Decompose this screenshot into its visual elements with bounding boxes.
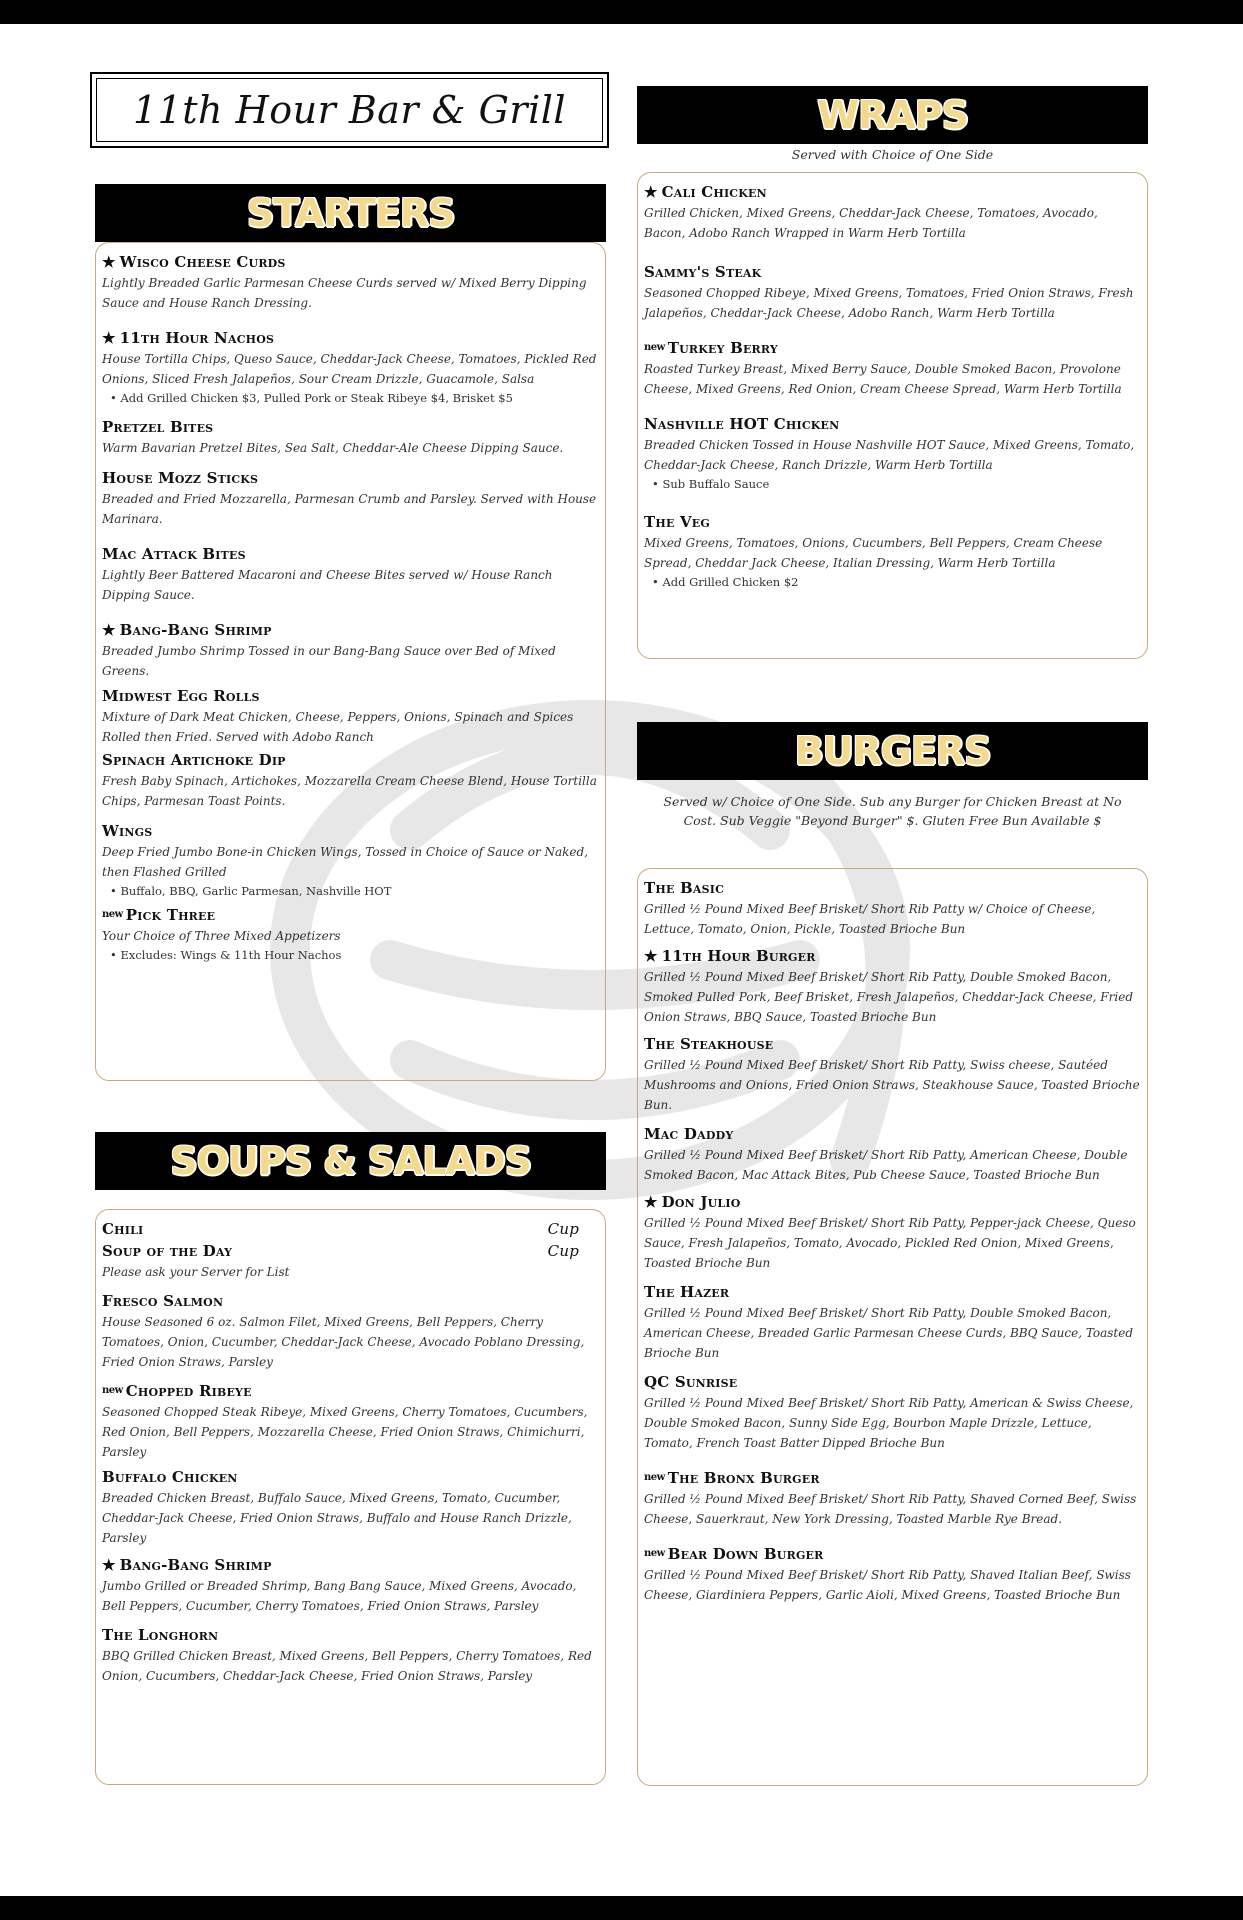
- menu-item-title: [644, 1033, 1141, 1055]
- menu-item-description: Breaded and Fried Mozzarella, Parmesan Crumb and Parsley. Served with House Marinara.: [102, 492, 597, 526]
- menu-item-name: Cali Chicken: [661, 183, 767, 201]
- menu-item-size: Cup: [547, 1242, 579, 1260]
- menu-item-name: Mac Daddy: [644, 1125, 734, 1143]
- menu-item-addon: • Add Grilled Chicken $3, Pulled Pork or Steak Ribeye $4, Brisket $5: [110, 391, 513, 405]
- menu-item-title: [102, 749, 599, 771]
- new-badge-icon: new: [644, 1472, 665, 1483]
- menu-item-description: Lightly Beer Battered Macaroni and Cheese Bites served w/ House Ranch Dipping Sauce.: [102, 568, 553, 602]
- soups-salads-panel: [95, 1209, 606, 1785]
- star-icon: ★: [644, 1193, 658, 1211]
- menu-item-description: Grilled Chicken, Mixed Greens, Cheddar-Jack Cheese, Tomatoes, Avocado, Bacon, Adobo Ranch Wrapped in Warm Herb Tortilla: [644, 206, 1098, 240]
- menu-item-title: [102, 327, 599, 349]
- menu-item-title: [102, 1554, 599, 1576]
- menu-item-name: Don Julio: [661, 1193, 741, 1211]
- burgers-note: Served w/ Choice of One Side. Sub any Burger for Chicken Breast at No Cost. Sub Veggie "Beyond Burger" $. Gluten Free Bun Available $: [663, 794, 1122, 828]
- menu-item-title: [644, 945, 1141, 967]
- starters-panel: [95, 242, 606, 1081]
- restaurant-name: 11th Hour Bar & Grill: [132, 88, 567, 132]
- soups-salads-list: [102, 1218, 599, 1686]
- menu-item-name: Wisco Cheese Curds: [119, 253, 286, 271]
- menu-item-description: Grilled ½ Pound Mixed Beef Brisket/ Short Rib Patty, Shaved Corned Beef, Swiss Cheese, Sauerkraut, New York Dressing, Toasted Marble Rye Bread.: [644, 1492, 1137, 1526]
- menu-item: [644, 1191, 1141, 1273]
- menu-item-title: [102, 904, 599, 926]
- menu-item-title: [102, 543, 599, 565]
- menu-item-name: The Longhorn: [102, 1626, 219, 1644]
- menu-item-title: [102, 1290, 599, 1312]
- menu-item-title: [102, 251, 599, 273]
- starters-banner: [95, 184, 606, 242]
- menu-item: [102, 1466, 599, 1548]
- menu-item: [102, 1290, 599, 1372]
- menu-item-size: Cup: [547, 1220, 579, 1238]
- menu-item-name: Bang-Bang Shrimp: [119, 621, 272, 639]
- menu-item-description: Deep Fried Jumbo Bone-in Chicken Wings, Tossed in Choice of Sauce or Naked, then Flashed Grilled: [102, 845, 589, 879]
- menu-item: [102, 904, 599, 964]
- menu-item: [102, 749, 599, 811]
- star-icon: ★: [102, 621, 116, 639]
- menu-item-description: Seasoned Chopped Ribeye, Mixed Greens, Tomatoes, Fried Onion Straws, Fresh Jalapeños, Cheddar-Jack Cheese, Adobo Ranch, Warm Herb Tortilla: [644, 286, 1134, 320]
- menu-item-title: [102, 467, 599, 489]
- menu-item-name: House Mozz Sticks: [102, 469, 259, 487]
- menu-item-title: [102, 1624, 599, 1646]
- menu-item-description: Grilled ½ Pound Mixed Beef Brisket/ Short Rib Patty, Pepper-jack Cheese, Queso Sauce, Fresh Jalapeños, Tomato, Avocado, Pickled Red Onion, Mixed Greens, Toasted Brioche Bun: [644, 1216, 1136, 1270]
- menu-item-name: Soup of the Day: [102, 1242, 233, 1260]
- soups-salads-banner: [95, 1132, 606, 1190]
- menu-item: [644, 1123, 1141, 1185]
- burgers-list: [644, 877, 1141, 1605]
- menu-item-name: Nashville HOT Chicken: [644, 415, 840, 433]
- menu-item-title: [102, 820, 599, 842]
- menu-item-title: [644, 337, 1141, 359]
- menu-item-description: Grilled ½ Pound Mixed Beef Brisket/ Short Rib Patty, American Cheese, Double Smoked Bacon, Mac Attack Bites, Pub Cheese Sauce, Toasted Brioche Bun: [644, 1148, 1128, 1182]
- menu-item-description: House Tortilla Chips, Queso Sauce, Cheddar-Jack Cheese, Tomatoes, Pickled Red Onions, Sliced Fresh Jalapeños, Sour Cream Drizzle, Guacamole, Salsa: [102, 352, 597, 386]
- menu-item-title: [102, 1380, 599, 1402]
- wraps-heading: WRAPS: [817, 93, 968, 137]
- menu-item-name: 11th Hour Burger: [661, 947, 816, 965]
- star-icon: ★: [102, 253, 116, 271]
- menu-item-addon: • Excludes: Wings & 11th Hour Nachos: [110, 948, 342, 962]
- menu-item-name: Buffalo Chicken: [102, 1468, 238, 1486]
- menu-item: [644, 413, 1141, 493]
- new-badge-icon: new: [644, 1548, 665, 1559]
- menu-item-title: [102, 1240, 599, 1262]
- menu-item-name: Turkey Berry: [667, 339, 778, 357]
- menu-item-description: Breaded Jumbo Shrimp Tossed in our Bang-Bang Sauce over Bed of Mixed Greens.: [102, 644, 556, 678]
- menu-item-name: QC Sunrise: [644, 1373, 738, 1391]
- menu-item-title: [644, 1281, 1141, 1303]
- soups-salads-heading: SOUPS & SALADS: [170, 1139, 531, 1183]
- menu-item-title: [644, 1467, 1141, 1489]
- menu-item-title: [102, 1218, 599, 1240]
- burgers-heading: BURGERS: [794, 729, 991, 773]
- menu-item-description: Breaded Chicken Breast, Buffalo Sauce, Mixed Greens, Tomato, Cucumber, Cheddar-Jack Cheese, Fried Onion Straws, Buffalo and House Ranch Drizzle, Parsley: [102, 1491, 572, 1545]
- menu-item: [644, 181, 1141, 243]
- menu-item: [644, 1033, 1141, 1115]
- menu-item-name: Wings: [102, 822, 153, 840]
- menu-item: [102, 467, 599, 529]
- menu-item-title: [644, 413, 1141, 435]
- menu-item-description: Please ask your Server for List: [102, 1265, 290, 1279]
- menu-item-title: [644, 261, 1141, 283]
- wraps-banner: [637, 86, 1148, 144]
- menu-item-description: Seasoned Chopped Steak Ribeye, Mixed Greens, Cherry Tomatoes, Cucumbers, Red Onion, Bell Peppers, Mozzarella Cheese, Fried Onion Straws, Chimichurri, Parsley: [102, 1405, 588, 1459]
- restaurant-title-box: [90, 72, 609, 148]
- menu-item-description: Roasted Turkey Breast, Mixed Berry Sauce, Double Smoked Bacon, Provolone Cheese, Mixed Greens, Red Onion, Cream Cheese Spread, Warm Herb Tortilla: [644, 362, 1122, 396]
- menu-item: [102, 685, 599, 747]
- menu-item-name: Chopped Ribeye: [125, 1382, 252, 1400]
- menu-item-name: Spinach Artichoke Dip: [102, 751, 286, 769]
- menu-item-description: Grilled ½ Pound Mixed Beef Brisket/ Short Rib Patty, Swiss cheese, Sautéed Mushrooms and Onions, Fried Onion Straws, Steakhouse Sauce, Toasted Brioche Bun.: [644, 1058, 1140, 1112]
- menu-item: [102, 820, 599, 900]
- wraps-note: Served with Choice of One Side: [791, 147, 994, 162]
- menu-item-name: 11th Hour Nachos: [119, 329, 275, 347]
- menu-item: [644, 945, 1141, 1027]
- starters-list: [102, 251, 599, 964]
- menu-item: [102, 1624, 599, 1686]
- menu-item-title: [644, 511, 1141, 533]
- bottom-border-bar: [0, 1896, 1243, 1920]
- menu-item-name: Bear Down Burger: [667, 1545, 824, 1563]
- menu-item: [644, 1281, 1141, 1363]
- menu-item-description: Mixed Greens, Tomatoes, Onions, Cucumbers, Bell Peppers, Cream Cheese Spread, Cheddar Jack Cheese, Italian Dressing, Warm Herb Tortilla: [644, 536, 1103, 570]
- burgers-panel: [637, 868, 1148, 1786]
- menu-item: [102, 1218, 599, 1240]
- menu-item-description: Grilled ½ Pound Mixed Beef Brisket/ Short Rib Patty, American & Swiss Cheese, Double Smoked Bacon, Sunny Side Egg, Bourbon Maple Drizzle, Lettuce, Tomato, French Toast Batter Dipped Brioche Bun: [644, 1396, 1134, 1450]
- star-icon: ★: [102, 1556, 116, 1574]
- menu-item: [102, 543, 599, 605]
- menu-item-description: Grilled ½ Pound Mixed Beef Brisket/ Short Rib Patty, Double Smoked Bacon, American Cheese, Breaded Garlic Parmesan Cheese Curds, BBQ Sauce, Toasted Brioche Bun: [644, 1306, 1134, 1360]
- menu-item-name: Sammy's Steak: [644, 263, 762, 281]
- menu-item-title: [102, 685, 599, 707]
- menu-item-name: Pretzel Bites: [102, 418, 214, 436]
- new-badge-icon: new: [102, 1385, 123, 1396]
- menu-item-title: [644, 877, 1141, 899]
- menu-item-name: Chili: [102, 1220, 144, 1238]
- burgers-banner: [637, 722, 1148, 780]
- starters-heading: STARTERS: [246, 191, 455, 235]
- menu-item-name: The Basic: [644, 879, 725, 897]
- menu-item-description: Warm Bavarian Pretzel Bites, Sea Salt, Cheddar-Ale Cheese Dipping Sauce.: [102, 441, 564, 455]
- menu-item-title: [102, 1466, 599, 1488]
- menu-item: [102, 1554, 599, 1616]
- menu-item-name: Midwest Egg Rolls: [102, 687, 260, 705]
- menu-item-name: Pick Three: [125, 906, 216, 924]
- menu-item-description: BBQ Grilled Chicken Breast, Mixed Greens, Bell Peppers, Cherry Tomatoes, Red Onion, Cucumbers, Cheddar-Jack Cheese, Fried Onion Straws, Parsley: [102, 1649, 592, 1683]
- menu-item-title: [102, 416, 599, 438]
- menu-item: [644, 1543, 1141, 1605]
- menu-item: [644, 337, 1141, 399]
- menu-item-description: Jumbo Grilled or Breaded Shrimp, Bang Bang Sauce, Mixed Greens, Avocado, Bell Peppers, Cucumber, Cherry Tomatoes, Fried Onion Straws, Parsley: [102, 1579, 577, 1613]
- wraps-panel: [637, 172, 1148, 659]
- wraps-list: [644, 181, 1141, 591]
- new-badge-icon: new: [102, 909, 123, 920]
- menu-item: [644, 1467, 1141, 1529]
- menu-item-name: The Bronx Burger: [667, 1469, 820, 1487]
- menu-item-title: [102, 619, 599, 641]
- menu-item-description: Lightly Breaded Garlic Parmesan Cheese Curds served w/ Mixed Berry Dipping Sauce and House Ranch Dressing.: [102, 276, 587, 310]
- menu-item-title: [644, 1191, 1141, 1213]
- menu-item-description: Grilled ½ Pound Mixed Beef Brisket/ Short Rib Patty, Shaved Italian Beef, Swiss Cheese, Giardiniera Peppers, Garlic Aioli, Mixed Greens, Toasted Brioche Bun: [644, 1568, 1131, 1602]
- menu-item: [102, 1240, 599, 1282]
- menu-item: [102, 416, 599, 458]
- menu-item: [644, 877, 1141, 939]
- menu-item-title: [644, 1543, 1141, 1565]
- menu-item-title: [644, 181, 1141, 203]
- menu-item-description: Mixture of Dark Meat Chicken, Cheese, Peppers, Onions, Spinach and Spices Rolled then Fried. Served with Adobo Ranch: [102, 710, 574, 744]
- menu-item: [644, 1371, 1141, 1453]
- menu-item-addon: • Add Grilled Chicken $2: [652, 575, 799, 589]
- menu-item-name: Fresco Salmon: [102, 1292, 224, 1310]
- menu-item-title: [644, 1371, 1141, 1393]
- new-badge-icon: new: [644, 342, 665, 353]
- menu-item-name: The Steakhouse: [644, 1035, 774, 1053]
- menu-item: [102, 619, 599, 681]
- menu-item-name: The Veg: [644, 513, 710, 531]
- menu-item-name: Bang-Bang Shrimp: [119, 1556, 272, 1574]
- menu-item: [102, 251, 599, 313]
- menu-item-name: The Hazer: [644, 1283, 730, 1301]
- menu-item-addon: • Buffalo, BBQ, Garlic Parmesan, Nashville HOT: [110, 884, 392, 898]
- top-border-bar: [0, 0, 1243, 24]
- star-icon: ★: [644, 947, 658, 965]
- menu-item-description: House Seasoned 6 oz. Salmon Filet, Mixed Greens, Bell Peppers, Cherry Tomatoes, Onion, Cucumber, Cheddar-Jack Cheese, Avocado Poblano Dressing, Fried Onion Straws, Parsley: [102, 1315, 585, 1369]
- menu-item: [102, 1380, 599, 1462]
- menu-item: [644, 261, 1141, 323]
- menu-item-description: Breaded Chicken Tossed in House Nashville HOT Sauce, Mixed Greens, Tomato, Cheddar-Jack Cheese, Ranch Drizzle, Warm Herb Tortilla: [644, 438, 1135, 472]
- menu-item-title: [644, 1123, 1141, 1145]
- star-icon: ★: [102, 329, 116, 347]
- menu-item-description: Grilled ½ Pound Mixed Beef Brisket/ Short Rib Patty w/ Choice of Cheese, Lettuce, Tomato, Onion, Pickle, Toasted Brioche Bun: [644, 902, 1096, 936]
- menu-item: [102, 327, 599, 407]
- menu-item: [644, 511, 1141, 591]
- star-icon: ★: [644, 183, 658, 201]
- menu-item-description: Fresh Baby Spinach, Artichokes, Mozzarella Cream Cheese Blend, House Tortilla Chips, Parmesan Toast Points.: [102, 774, 597, 808]
- menu-item-description: Your Choice of Three Mixed Appetizers: [102, 929, 341, 943]
- menu-item-addon: • Sub Buffalo Sauce: [652, 477, 770, 491]
- menu-item-name: Mac Attack Bites: [102, 545, 246, 563]
- menu-item-description: Grilled ½ Pound Mixed Beef Brisket/ Short Rib Patty, Double Smoked Bacon, Smoked Pulled Pork, Beef Brisket, Fresh Jalapeños, Cheddar-Jack Cheese, Fried Onion Straws, BBQ Sauce, Toasted Brioche Bun: [644, 970, 1133, 1024]
